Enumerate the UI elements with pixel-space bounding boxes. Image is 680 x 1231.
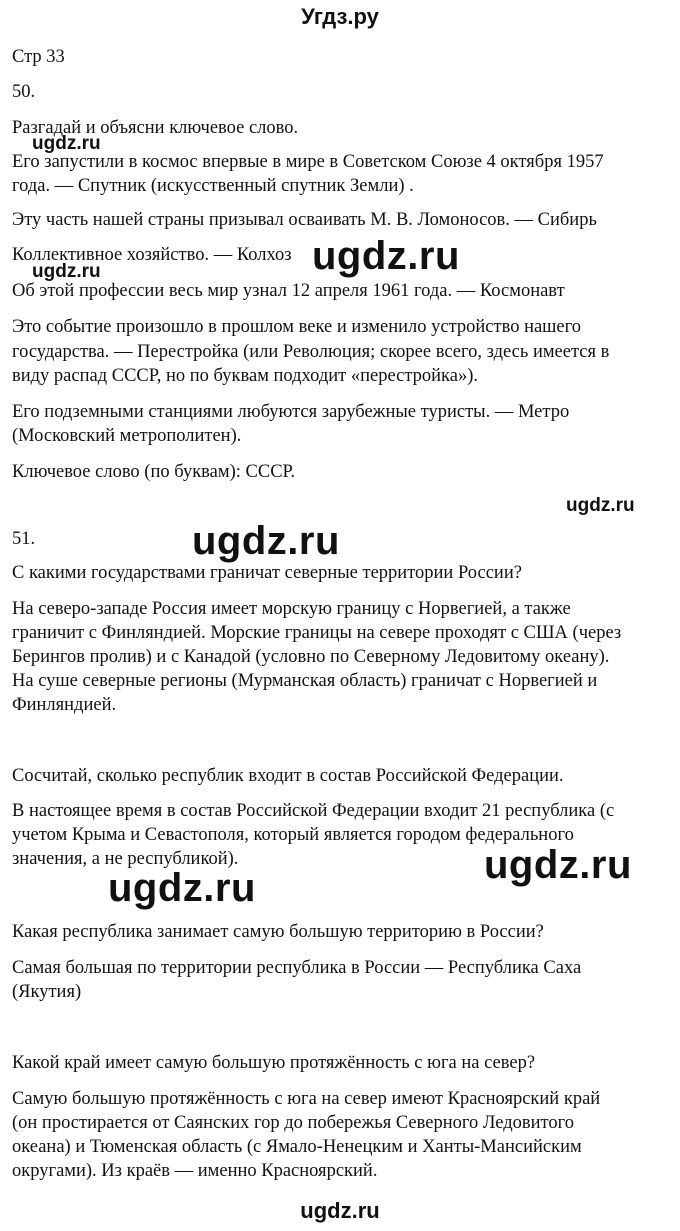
watermark: ugdz.ru xyxy=(32,133,101,154)
watermark: ugdz.ru xyxy=(484,843,632,887)
task-50-number: 50. xyxy=(12,82,36,102)
task-51-line: граничит с Финляндией. Морские границы на севере проходят с США (через xyxy=(12,623,622,643)
watermark: ugdz.ru xyxy=(32,261,101,282)
task-51-line: учетом Крыма и Севастополя, который является городом федерального xyxy=(12,825,574,845)
task-50-line: Его запустили в космос впервые в мире в Советском Союзе 4 октября 1957 xyxy=(12,152,604,172)
task-51-line: Берингов пролив) и с Канадой (условно по Северному Ледовитому океану). xyxy=(12,647,610,667)
task-50-line: Ключевое слово (по буквам): СССР. xyxy=(12,462,296,482)
task-51-line: (Якутия) xyxy=(12,982,82,1002)
task-50-line: Эту часть нашей страны призывал осваивать М. В. Ломоносов. — Сибирь xyxy=(12,210,597,230)
page-reference: Стр 33 xyxy=(12,47,65,67)
task-51-line: На северо-западе Россия имеет морскую границу с Норвегией, а также xyxy=(12,599,571,619)
task-51-line: океана) и Тюменская область (с Ямало-Ненецким и Ханты-Мансийским xyxy=(12,1137,582,1157)
task-50-line: государства. — Перестройка (или Революция; скорее всего, здесь имеется в xyxy=(12,342,610,362)
task-51-line: В настоящее время в состав Российской Федерации входит 21 республика (с xyxy=(12,801,615,821)
task-50-prompt: Разгадай и объясни ключевое слово. xyxy=(12,118,299,138)
task-51-line: округами). Из краёв — именно Красноярский. xyxy=(12,1161,378,1181)
footer-watermark: ugdz.ru xyxy=(300,1198,380,1223)
task-51-line: Сосчитай, сколько республик входит в состав Российской Федерации. xyxy=(12,766,564,786)
watermark: ugdz.ru xyxy=(566,495,635,516)
task-51-line: (он простирается от Саянских гор до побережья Северного Ледовитого xyxy=(12,1113,575,1133)
task-50-line: Это событие произошло в прошлом веке и изменило устройство нашего xyxy=(12,317,582,337)
task-51-line: Самая большая по территории республика в России — Республика Саха xyxy=(12,958,582,978)
task-50-line: Об этой профессии весь мир узнал 12 апреля 1961 года. — Космонавт xyxy=(12,281,565,301)
task-50-line: Его подземными станциями любуются зарубежные туристы. — Метро xyxy=(12,402,570,422)
site-title: Угдз.ру xyxy=(301,4,379,29)
task-50-line: (Московский метрополитен). xyxy=(12,426,242,446)
task-50-line: года. — Спутник (искусственный спутник Земли) . xyxy=(12,176,414,196)
task-51-number: 51. xyxy=(12,529,36,549)
watermark: ugdz.ru xyxy=(108,866,256,910)
task-50-line: Коллективное хозяйство. — Колхоз xyxy=(12,245,292,265)
task-51-line: Какая республика занимает самую большую территорию в России? xyxy=(12,922,544,942)
task-51-line: значения, а не республикой). xyxy=(12,849,239,869)
watermark: ugdz.ru xyxy=(312,234,460,278)
task-51-line: Самую большую протяжённость с юга на север имеют Красноярский край xyxy=(12,1089,601,1109)
watermark: ugdz.ru xyxy=(192,519,340,563)
task-51-line: Какой край имеет самую большую протяжённость с юга на север? xyxy=(12,1053,536,1073)
task-51-line: На суше северные регионы (Мурманская область) граничат с Норвегией и xyxy=(12,671,598,691)
task-50-line: виду распад СССР, но по буквам подходит «перестройка»). xyxy=(12,366,478,386)
task-51-line: С какими государствами граничат северные территории России? xyxy=(12,563,522,583)
task-51-line: Финляндией. xyxy=(12,695,117,715)
